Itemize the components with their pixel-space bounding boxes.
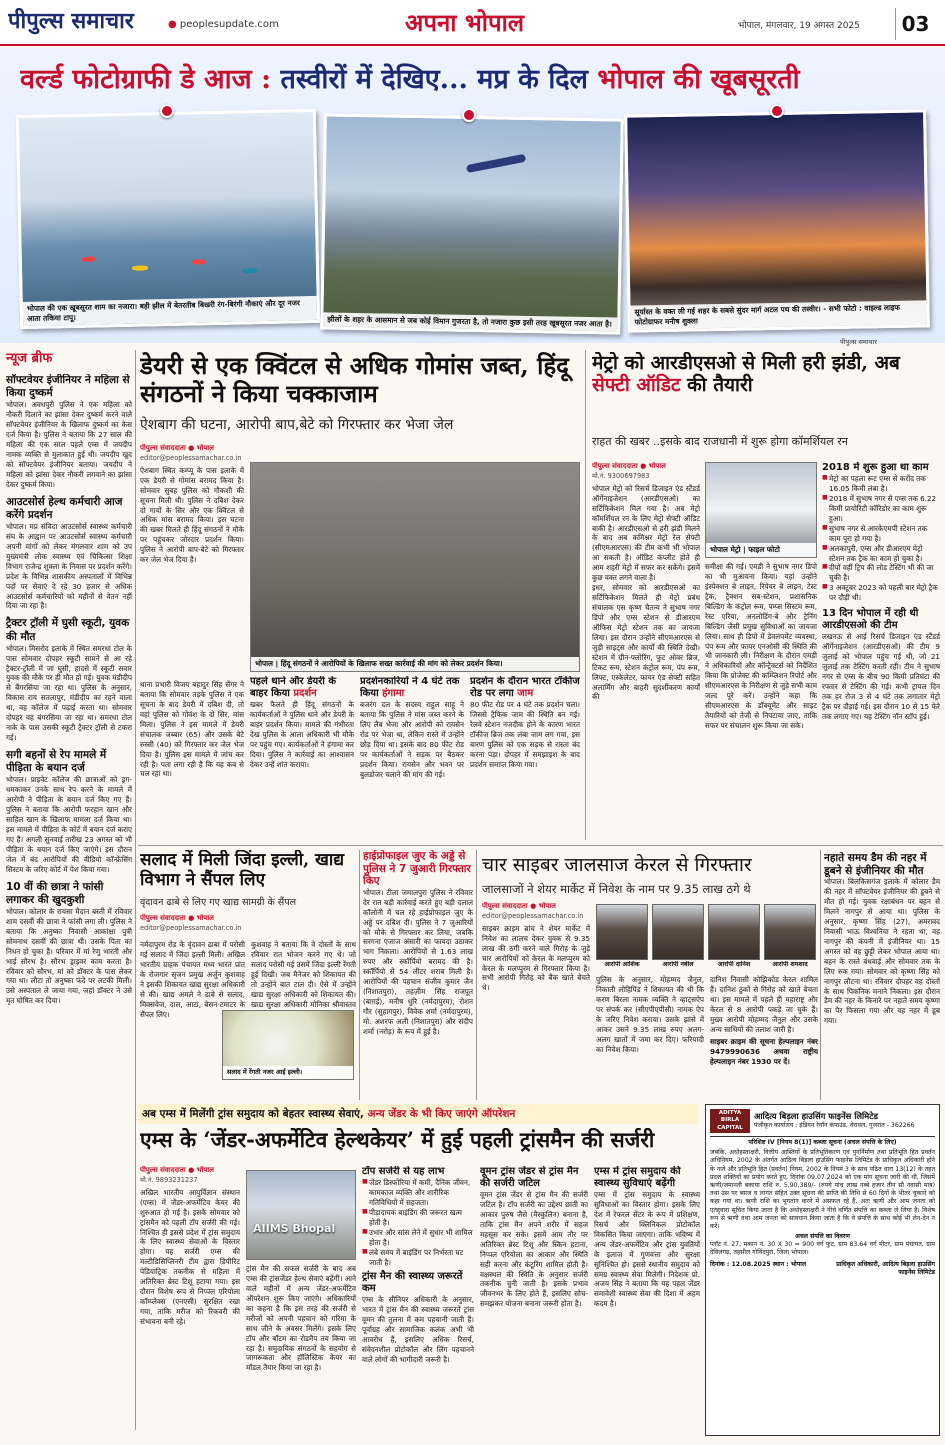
photo-airplane (320, 113, 624, 334)
site-url[interactable] (168, 18, 279, 32)
cyber-body2: पुलिस के अनुसार, मोहम्मद जैनुल, निकाती लोहिपिंड ने शिकायत की थी कि करण बिरला नामक व्यक्ति ने व्हाट्सऐप पर संपर्क कर (सीएपीएपीसी) नामक ऐप के जरिए निवेश कराया। उसके झांसे में आकर उसने 9.35 लाख रुपए अलग-अलग खातों में जमा कर दिए। फरियादी का निवेश किया। (596, 975, 704, 1054)
story1-subhead: ऐशबाग की घटना, आरोपी बाप,बेटे को गिरफ्तार कर भेजा जेल (140, 417, 454, 433)
aiims-body: अखिल भारतीय आयुर्विज्ञान संस्थान (एम्स) में जेंडर-अफर्मेटिव केयर की शुरुआत हो गई है। इसके सोमवार को ट्रांसमैन को पहली टॉप सर्जरी की गई। निश्चित ही इससे प्रदेश में ट्रांस समुदाय के लिए स्वास्थ्य सेवाओं के विस्तार होगा। यह सर्जरी एम्स की मल्टीडिसिप्लिनरी टीम द्वारा डिपीरिट पेडियाट्रिक तकनीक से महिला में अतिरिक्त ब्रेस्ट टिशू हटाया गया। इस दौरान विशेष रूप से निप्पल एरियोला कॉम्प्लेक्स (एनएसी) सुरक्षित रखा गया, ताकि मरीज को रिकवरी की संभावना बनी रहे। (140, 1187, 240, 1326)
metro-headline (592, 352, 937, 397)
brief-body-2: भोपाल। मप्र संविदा आउटसोर्स स्वास्थ्य कर्मचारी संघ के आह्वान पर आउटसोर्स स्वास्थ्य कर्मचारी अपनी मांगों को लेकर मंगलवार शाम को उप मुख्यमंत्री लोक स्वास्थ्य एवं चिकित्सा शिक्षा विभाग राजेन्द्र शुक्ला के निवास पर प्रदर्शन करेंगे। प्रदेश के विभिन्न शासकीय अस्पतालों में विभिन्न पदों पर सेवाएं दे रहे 30 हजार से अधिक आउटसोर्स कर्मचारियों को महीनों से वेतन नहीं दिया जा रहा है। (6, 521, 132, 611)
legal-notice-ad (705, 1104, 940, 1436)
aiims-byline: पीपुल्स संवाददाता ● भोपाल (140, 1166, 214, 1174)
metro-box2-head: 13 दिन भोपाल में रही थी आरडीएसओ की टीम (822, 608, 919, 632)
accused-name: आरोपी नबील (662, 961, 694, 968)
brief-body-4: भोपाल। प्राइवेट कॉलेज की छात्राओं को ड्रग-धमकाकर उनके साथ रेप करने के मामले में आरोपी ने पीड़िता के बयान दर्ज किए गए हैं। पुलिस ने बताया कि आरोपी फरहान खान और साहिल खान के खिलाफ मामला दर्ज किया था। इस मामले में पीड़िता के कोर्ट में बयान दर्ज कराए गए हैं। अगली सुनवाई तारीख 23 अगस्त को भी पीड़िता के बयान दर्ज किए जाएंगे। इस दौरान जेल में बंद आरोपियों की वीडियो कॉन्फ्रेंसिंग सिस्टम के जरिए कोर्ट में पेश किया गया। (6, 775, 132, 874)
metro-box-item: ■ 3 अक्टूबर 2023 को पहली बार मेट्रो ट्रैक पर दौड़ी थी। (822, 583, 940, 603)
dam-story (824, 852, 940, 1102)
accused-name: आरोपी शमशाद (772, 961, 808, 968)
aiims-c3-body: वूमन ट्रांस जेंडर से ट्रांस मैन की सर्जरी जटिल है। टॉप सर्जरी का उद्देश्य छाती का आकार पुरुष जैसे (मैस्कुलिन) बनाना है, ताकि ट्रांस मैन अपने शरीर में सहज महसूस कर सके। इसमें आम तौर पर अतिरिक्त ब्रेस्ट टिशू और स्किन हटाना, निप्पल एरियोला का आकार और स्थिति सही करना और कंटूरिंग शामिल होती है। वक्षस्थल की स्थिति के अनुसार सर्जरी तकनीक चुनी जाती है। इसके प्रभाव जीवनभर के लिए होते हैं, इसलिए सोच-समझकर योजना बनाना जरूरी होता है। (480, 1190, 588, 1309)
airplane-shape (466, 154, 526, 173)
brief-body-1: भोपाल। अवधपुरी पुलिस ने एक महिला को नौकरी दिलाने का झांसा देकर दुष्कर्म करने वाले सॉफ्टवेयर इंजीनियर के खिलाफ दुष्कर्म का केस दर्ज किया है। पुलिस ने बताया कि 27 साल की महिला की एक साल पहले एम्स में जयदीप नामक व्यक्ति से मुलाकात हुई थी। जयदीप खुद को सॉफ्टवेयर इंजीनियर बताया। जयदीप ने महिला को झांसा देकर नौकरी लगवाने का झांसा देकर दुष्कर्म किया। (6, 400, 132, 489)
story1-col-a-head-text: पहले थाने और डेयरी के बाहर किया (250, 676, 337, 699)
banner-title-c: भोपाल की खूबसूरती (597, 64, 800, 95)
column-divider (820, 850, 821, 1100)
newspaper-logo: पीपुल्स समाचार (8, 8, 134, 34)
column-divider (135, 350, 136, 1430)
metro-body3: समीक्षा की गई। एमडी ने सुभाष नगर डिपो का भी मुआयना किया। यहां उन्होंने इंस्पेक्शन बे लाइन, रिपेयर बे लाइन, टेस्ट ट्रैक, ट्रैक्शन सब-स्टेशन, प्रशासनिक बिल्डिंग के कंट्रोल रूम, पम्प्स सिस्टम रूम, रेस्ट एरिया, अनलोडिंग-बे और ट्रेनिंग बिल्डिंग जैसी प्रमुख सुविधाओं का जायजा लिया। साथ ही डिपो में डेवलपमेंट व्यवस्था, पंप रूम और फायर एनओसी की स्थिति की भी जानकारी ली। निरीक्षण के दौरान एमडी ने अधिकारियों और कॉन्ट्रैक्टर्स को निर्देशित किया कि प्रोजेक्ट की कम्प्लिशन रिपोर्ट और सीएमआरएस के निरीक्षण से जुड़े सभी काम जल्द पूरे करें। उन्होंने कहा कि सीएमआरएस के डॉक्यूमेंट और साइट तैयारियों को तेजी से निपटाया जाए, ताकि सफर पर संचालन शुरू किया जा सके। (705, 562, 817, 730)
salad-email: editor@peoplessamachar.co.in (140, 923, 242, 932)
cyber-col-3 (710, 975, 818, 1100)
accused-photo (596, 904, 648, 960)
aiims-phone: मो.नं. 9893231237 (140, 1175, 198, 1184)
story1-col-a-head (250, 676, 354, 700)
cyber-subhead: जालसाजों ने शेयर मार्केट में निवेश के नाम पर 9.35 लाख ठगे थे (482, 882, 751, 896)
aiims-col-4 (480, 1166, 588, 1436)
metro-side-box (822, 462, 940, 842)
aiims-top-item: ■ पीड़ादायक बाइंडिंग की जरूरत खत्म होती है। (362, 1208, 474, 1228)
salad-photo-caption: सलाद में रेंगती नजर आई इल्ली। (223, 1066, 353, 1079)
metro-headline-a: मेट्रो को आरडीएसओ से मिली हरी झंडी, अब (592, 352, 900, 374)
aiims-strap-a: अब एम्स में मिलेंगी ट्रांस समुदाय को बेहतर स्वास्थ्य सेवाएं, (142, 1108, 368, 1120)
story1-email: editor@peoplessamachar.co.in (140, 453, 242, 462)
aiims-c4-body: एम्स में ट्रांस समुदाय के स्वास्थ्य सुविधाओं का विस्तार होगा। इसके लिए देश में रेफरल सेंटर के रूप में प्रशिक्षण, रिसर्च और क्लिनिकल प्रोटोकॉल विकसित किया जाएगा। ताकि भविष्य में अन्य जेंडर-अफर्मेटिव और ट्रांस युवतियों के इलाज में गुणवत्ता और सुरक्षा सुनिश्चित हो। इससे स्थानीय समुदाय को समग्र स्वास्थ्य सेवा मिलेगी। निदेशक प्रो. अजय सिंह ने बताया कि यह पहल जेंडर समावेशी स्वास्थ्य सेवा की दिशा में अहम कदम है। (594, 1190, 700, 1309)
boat-shape (192, 259, 206, 264)
salad-body: नर्मदापुरम रोड के वृंदावन ढाबा में परोसी गई सलाद में जिंदा इल्ली मिली। अखिल भारतीय ग्राहक पंचायत मध्य भारत प्रांत के रोजगार सृजन प्रमुख अर्जुन कुशवाह ने इसकी शिकायत खाद्य सुरक्षा अधिकारी से की। खाद्य अमले ने ढाबे से सलाद, मिक्सवेज, दाल, आटा, बेसन-टमाटर के सैंपल लिए। (140, 940, 245, 1019)
ad-brand-logo: ADITYA BIRLA CAPITAL (710, 1109, 750, 1133)
boat-shape (82, 257, 96, 262)
cyber-body4: दानिश निवासी कोझिकोड केरल शामिल हैं। दानिश ठुकों से गिरोह को खाते बेचता था। इस मामले में पहले ही महाराष्ट्र और केरल से 8 आरोपी पकड़े जा चुके हैं। मुख्य आरोपी मोहम्मद जैनुल और उसके अन्य साथियों की तलाश जारी है। (710, 975, 818, 1034)
metro-headline-c: की तैयारी (680, 374, 753, 397)
metro-box2-body: लखनऊ से आई रिसर्च डिजाइन एंड स्टैंडर्ड ऑर्गेनाइजेशन (आरडीएसओ) की टीम 9 जुलाई को भोपाल पहुंच गई थी, जो 21 जुलाई तक टेस्टिंग करती रही। टीम ने सुभाष नगर से एम्स के बीच 90 किमी प्रतिघंटा की रफ्तार से टेस्टिंग की गई। कभी ट्रायल दिन तक हर रोज 3 से 4 घंटे तक लगातार मेट्रो ट्रैक पर दौड़ाई गई। इस दौरान 10 से 15 फेरे तक लगाए गए। यह टेस्टिंग नॉन स्टॉप हुई। (822, 632, 940, 721)
page-number: 03 (895, 8, 935, 40)
cyber-body: साइबर क्राइम ब्रांच ने शेयर मार्केट में निवेश का लालच देकर युवक से 9.35 लाख की ठगी करने वाले गिरोह के जुड़े चार आरोपियों को केरल के मलप्पुरम को केरल के मलप्पुरम से गिरफ्तार किया है। सभी आरोपी गिरोह को बैंक खाते बेचते थे। (482, 923, 590, 993)
column-divider (476, 850, 477, 1100)
story1-body: ऐशबाग स्थित कम्प्यू के पास इलाके में एक डेयरी से गोमांस बरामद किया है। सोमवार सुबह पुलिस को गौकशी की सूचना मिली थी। पुलिस ने दबिश देकर दो गायों के सिर और एक क्विंटल से अधिक मांस बरामद किया। इस घटना की खबर मिलते ही हिंदू संगठनों ने मौके पर पहुंचकर जोरदार प्रदर्शन किया। पुलिस ने आरोपी बाप-बेटे को गिरफ्तार कर जेल भेज दिया है। (140, 465, 244, 565)
photo-caption-3: सूर्यास्त के वक्त ली गई शहर के सबसे सुंदर मार्ग अटल पथ की तस्वीर। - सभी फोटो : वाइल्ड लाइफ फोटोग्राफर मनीष शुक्ला (630, 300, 926, 329)
pin-icon (160, 104, 174, 118)
boat-shape (132, 265, 148, 270)
story1-col-b-head-accent: हंगामा (382, 688, 405, 699)
site-url-text: peoplesupdate.com (179, 19, 279, 30)
story1-col-a (250, 676, 354, 841)
salad-photo (222, 1010, 354, 1080)
metro-headline-b: सेफ्टी ऑडिट (592, 374, 681, 397)
metro-box-item: ■ दीपों वहीं ट्रिप की लोड टेस्टिंग भी की जा चुकी है। (822, 563, 940, 583)
aiims-c4-head: एम्स में ट्रांस समुदाय की स्वास्थ्य सुविधाएं बढ़ेंगी (594, 1166, 681, 1189)
ad-title: आदित्य बिड़ला हाउसिंग फाइनेंस लिमिटेड (754, 1111, 878, 1122)
story1-col-b-body: बजरंग दल के सदस्य राहुल साहू ने बताया कि पुलिस ने मांस जब्त करने के लिए लैब भेजा और आरोपी को रायसेन रोड पर भेजा था, लेकिन रास्ते में उन्होंने छोड़ दिया था। इसके बाद 80 फीट रोड पर कार्यकर्ताओं ने सड़क पर बैठकर प्रदर्शन किया। रायसेन और भवन पर बुलडोजर चलाने की मांग की गई। (360, 700, 464, 779)
aiims-col-5 (594, 1166, 700, 1436)
ad-schedule-head: अचल संपत्ति का विवरण (795, 1233, 850, 1241)
ad-notice-type: परिशिष्ट IV [नियम 8(1)] कब्जा सूचना (अचल संपत्ति के लिए) (748, 1139, 897, 1146)
boat-shape (242, 268, 257, 273)
metro-subhead: राहत की खबर ..इसके बाद राजधानी में शुरू होगा कॉमर्शियल रन (592, 435, 848, 448)
gambling-body: भोपाल। टीला जमालपुरा पुलिस ने रविवार देर रात बड़ी कार्रवाई करते हुए बड़ी दलाल कॉलोनी में चल रहे हाईप्रोफाइल जुए के अड्डे पर दबिश दी। पुलिस ने 7 जुआरियों को मौके से गिरफ्तार कर लिया, जबकि सरगना एजाज अंसारी का फायदा उठाकर भाग निकला। आरोपियों से 1.63 लाख रुपए और स्कॉर्पियो बरामद की है। स्कॉर्पियो से 54 लीटर शराब मिली है। आरोपियों की पहचान संजीव कुमार जैन (निशातपुरा), तहज़ीम सिंह राजपूत (बाग़ई), मनीष धुरि (नर्मदापुरम), रोशन गौर (सुहागपुर), विवेक शर्मा (नर्मदापुरम), मो. अशरफ अली (निशातपुरा) और संदीप शर्मा (नरोड़) के रूप में हुई है। (363, 887, 473, 1036)
story1-col-b-head-text: प्रदर्शनकारियों ने 4 घंटे तक किया (360, 676, 460, 699)
aiims-photo-text: AIIMS Bhopal (253, 1222, 336, 1235)
news-brief-label: न्यूज ब्रीफ (6, 351, 53, 366)
photo-atal-path (624, 109, 930, 332)
aiims-photo (246, 1170, 356, 1260)
photo-lake-boats (16, 109, 320, 329)
story1-byline: पीपुल्स संवाददाता ● भोपाल (140, 444, 214, 452)
story1-col-c-head-accent: जाम (517, 688, 534, 699)
brief-body-5: भोपाल। कोलार के रायसा मैदान बस्ती में रविवार शाम दसवीं की छात्रा ने फांसी लगा ली। पुलिस ने बताया कि अनुष्का निवासी आकांक्षा पुत्री सोमनाथ दसवीं की छात्रा थी। उसके पिता का निधन हो चुका है। परिवार में मां रेणु भारती और भाई सौरभ है। सौरभ ड्राइवर काम करता है। रविवार को सौरभ, मां को डॉक्टर के पास लेकर गया था। लौटा तो अनुष्का फंदे पर लटकी मिली। उसे अस्पताल ले जाया गया, जहां डॉक्टर ने उसे मृत घोषित कर दिया। (6, 906, 132, 1006)
cyber-byline: पीपुल्स संवाददाता ● भोपाल (482, 902, 556, 910)
accused-name: आरोपी दानिश (717, 961, 751, 968)
salad-subhead: वृंदावन ढाबे से लिए गए खाद्य सामग्री के सैंपल (140, 897, 297, 908)
metro-byline: पीपुल्स संवाददाता ● भोपाल (592, 462, 666, 470)
aiims-col-1 (140, 1166, 240, 1436)
salad-byline: पीपुल्स संवाददाता ● भोपाल (140, 914, 214, 922)
metro-photo (705, 462, 817, 558)
story1-col-c-head-text: प्रदर्शन के दौरान भारत टॉकीज रोड पर लगा (470, 676, 580, 699)
ad-address: पंजीकृत कार्यालय : इंडियन रेयॉन कंपाउंड, वेरावल, गुजरात - 362266 (754, 1122, 915, 1130)
ad-place-date: दिनांक : 12.08.2025 स्थान : भोपाल (710, 1260, 807, 1268)
metro-phone: मो.नं. 9300697983 (592, 471, 650, 480)
accused-photo (652, 904, 704, 960)
dam-body: भोपाल। बिलकिसगंज इलाके में कोलार डैम की नहर में सॉफ्टवेयर इंजीनियर की डूबने से मौत हो गई। युवक रक्षाबंधन पर बहन से मिलने नागपुर से आया था। पुलिस के अनुसार, कृष्णा सिंह (27), अमरावद निवासी भाऊ विश्वनिया ने रहता था, वह नागपुर की कंपनी में इंजीनियर था। 15 अगस्त को वह छुट्टी लेकर भोपाल आया था। बहन के रास्ते बंधवाई और सोमवार तक के लिए रुक गया। सोमवार को कृष्णा सिंह को नागपुर लौटना था। रविवार दोपहर वह दोस्तों के साथ पिकनिक मनाने निकला। इस दौरान डैम की नहर के किनारे पर नहाते समय कृष्णा का पैर फिसला गया और वह नहर में डूब गया। (824, 877, 940, 1026)
globe-icon: ● (168, 19, 180, 30)
dam-headline: नहाते समय डैम की नहर में डूबने से इंजीनियर की मौत (824, 852, 927, 877)
story1-text-col (140, 444, 244, 565)
aiims-mid-body: एम्स के सीनियर अधिकारी के अनुसार, भारत में ट्रांस मैन की स्वास्थ्य जरूरतें ट्रांस वूमन की तुलना में कम पहचानी जाती हैं। पूर्वाग्रह और सामाजिक कलंक अभी भी आवरोध हैं, इसलिए अधिक रिसर्च, संवेदनशील प्रोटोकॉल और लिंग पहचानने वाले लोगों की भागीदारी जरूरी है। (362, 1295, 474, 1365)
brief-column (6, 374, 132, 1429)
accused-photo (764, 904, 816, 960)
dateline: भोपाल, मंगलवार, 19 अगस्त 2025 (738, 21, 860, 31)
salad-headline: सलाद में मिली जिंदा इल्ली, खाद्य विभाग ने सैंपल लिए (140, 850, 345, 891)
cyber-helpline: साइबर क्राइम की सूचना हेल्पलाइन नंबर 9479990636 अथवा राष्ट्रीय हेल्पलाइन नंबर 1930 पर दें। (710, 1036, 818, 1066)
metro-photo-caption: भोपाल मेट्रो | फाइल फोटो (706, 543, 816, 557)
accused-name: आरोपी आशिक (604, 961, 640, 968)
story1-col-c-body: 80 फीट रोड पर 4 घंटे तक प्रदर्शन चला। जिससे ट्रैफिक जाम की स्थिति बन गई। रेलवे स्टेशन नजदीक होने के कारण भारत टॉकीज ब्रिज तक लंबा जाम लग गया, इस बारण पुलिस को एक सड़क से रास्ता बंद करना पड़ा। दोपहर में समझाइश के बाद प्रदर्शन समाप्त किया गया। (470, 700, 580, 769)
section-title: अपना भोपाल (405, 9, 525, 37)
aiims-col-3 (362, 1166, 474, 1436)
cyber-email: editor@peoplessamachar.co.in (482, 911, 584, 920)
story1-col-c (470, 676, 580, 841)
brief-head-1: सॉफ्टवेयर इंजीनियर ने महिला से किया दुष्कर्म (6, 374, 130, 400)
cyber-headline: चार साइबर जालसाज केरल से गिरफ्तार (482, 854, 752, 876)
story1-col-b-head (360, 676, 464, 700)
banner-title-b: तस्वीरों में देखिए... मप्र के दिल (271, 64, 598, 95)
aiims-strap (138, 1104, 698, 1124)
banner-title (20, 60, 930, 100)
story1-photo (250, 462, 580, 672)
metro-box-item: ■ अलकापुरी, एम्स और डीआरएम मेट्रो स्टेशन तक ट्रैक का काम हो चुका है। (822, 544, 940, 564)
metro-box-item: ■ मेट्रो का पहला रूट एम्स से करोंद तक 16.05 किमी लंबा है। (822, 474, 940, 494)
aiims-top-head: टॉप सर्जरी से यह लाभ (362, 1166, 445, 1177)
story1-text-col2 (140, 680, 244, 840)
gambling-headline: हाईप्रोफाइल जुए के अड्डे से पुलिस ने 7 जुआरी गिरफ्तार किए (363, 850, 471, 888)
photo-caption-2: झीलों के शहर के आसमान से जब कोई विमान गुजरता है, तो नजारा कुछ इसी तरह खूबसूरत नजर आता है। (323, 312, 617, 331)
column-divider (585, 350, 586, 840)
aiims-col-2 (246, 1264, 356, 1436)
brief-head-3: ट्रैक्टर ट्रॉली में घुसी स्कूटी, युवक की मौत (6, 617, 130, 643)
photo-credit: पीपुल्स समाचार (840, 338, 877, 346)
metro-box-head: 2018 में शुरू हुआ था काम (822, 462, 929, 473)
salad-byline-block (140, 914, 356, 933)
pin-icon (462, 108, 476, 122)
story1-col-a-head-accent: प्रदर्शन (293, 688, 317, 699)
aiims-body2: ट्रांस मैन की सफल सर्जरी के बाद अब एम्स की ट्रांसजेंडर हेल्थ सेवाएं बढ़ेंगी। आने वाले महीनों में अन्य जेंडर-अफर्मेटिव ऑपरेशन शुरू किए जाएंगे। अधिकारियों का कहना है कि इस तरह की सर्जरी से मरीजों को अपनी पहचान को गरिमा के साथ जीने के अवसर मिलेंगे। इसके लिए टॉप और बॉटम का रोडमैप तय किया जा रहा है। समुदायिक संगठनों के सहयोग से जागरूकता और हॉलिस्टिक केयर का मॉडल तैयार किया जा रहा है। (246, 1264, 356, 1373)
story1-col-a-body: खबर फैलते ही हिंदू संगठनों के कार्यकर्ताओं ने पुलिस थाने और डेयरी के बाहर प्रदर्शन किया। मामले की गंभीरता देख पुलिस के आला अधिकारी भी मौके पर पहुंच गए। कार्यकर्ताओं ने हंगामा कर दिया। पुलिस ने कार्रवाई का आश्वासन देकर उन्हें शांत कराया। (250, 700, 354, 769)
metro-body: भोपाल मेट्रो को रिसर्च डिजाइन एंड स्टैंडर्ड ऑर्गेनाइजेशन (आरडीएसओ) का सर्टिफिकेशन मिल गया है। अब मेट्रो कॉमर्शियल रन के लिए मेट्रो सेफ्टी ऑडिट बाकी है। आरडीएसओ से हरी झंडी मिलने के बाद अब कमिश्नर मेट्रो रेल सेफ्टी (सीएमआरएस) की टीम कभी भी भोपाल आ सकती है। ऑडिट कंप्लीट होते ही आम शहरी मेट्रो में सफर कर सकेंगे। इसमें कुछ वक्त लगने वाला है। (592, 483, 700, 583)
row-divider (138, 845, 943, 846)
aiims-c3-head: वूमन ट्रांस जेंडर से ट्रांस मैन की सर्जरी जटिल (480, 1166, 579, 1189)
pin-icon (770, 104, 784, 118)
story1-headline: डेयरी से एक क्विंटल से अधिक गोमांस जब्त, हिंदू संगठनों ने किया चक्काजाम (140, 352, 569, 409)
brief-head-5: 10 वीं की छात्रा ने फांसी लगाकर की खुदकुशी (6, 880, 104, 906)
cyber-faces (596, 904, 818, 972)
metro-body2: इधर, सोमवार को आरडीएसओ का सर्टिफिकेशन मिलते ही मेट्रो प्रबंध संचालक एस कृष्ण चैतन्य ने सुभाष नगर डिपो और एम्स स्टेशन से डीआरएम ऑफिस मेट्रो स्टेशन तक का जायजा लिया। इस दौरान उन्होंने सीएमआरएस से जुड़ी साइट्स और कार्यों की स्थिति देखी। स्टेशन में ग्रीन-फ्लोरिंग, फुट ओवर ब्रिज, टिकट रूम, स्टेशन कंट्रोल रूम, पंप रूम, लिफ्ट, एस्केलेटर, फायर एंड सेफ्टी सहित अलार्मिंग और बाहरी सुदर्शीकरण कार्यों की (592, 583, 700, 702)
aiims-mid-head: ट्रांस मैन की स्वास्थ्य जरूरतें कम (362, 1271, 463, 1295)
salad-body2: कुशवाह ने बताया कि वे दोस्तों के साथ रविवार रात भोजन करने गए थे। जो सलाद परोसी गई उसमें जिंदा इल्ली रेंगती हुई दिखी। जब मैनेजर को शिकायत की तो उन्होंने बात टाल दी। ऐसे में उन्होंने खाद्य सुरक्षा अधिकारी को शिकायत की। खाद्य सुरक्षा अधिकारी मोनिका श्रीवास्तव (251, 940, 356, 1009)
column-divider (359, 850, 360, 1100)
story1-photo-caption: भोपाल | हिंदू संगठनों ने आरोपियों के खिलाफ सख्त कार्रवाई की मांग को लेकर प्रदर्शन किया। (251, 657, 579, 671)
aiims-strap-b: अन्य जेंडर के भी किए जाएंगे ऑपरेशन (367, 1108, 516, 1120)
accused-photo (708, 904, 760, 960)
metro-col-1 (592, 462, 700, 842)
metro-box-item: ■ सुभाष नगर से आरकेएमपी स्टेशन तक काम पूरा हो गया है। (822, 524, 940, 544)
brief-head-4: सगी बहनों से रेप मामले में पीड़िता के बयान दर्ज (6, 749, 107, 775)
gambling-story (363, 850, 473, 1100)
metro-col-2 (705, 562, 817, 842)
aiims-top-item: ■ उभार और सांस लेने में सुधार भी शामिल होता है। (362, 1228, 474, 1248)
ad-body: जबकि, अधोहस्ताक्षरी, वित्तीय आस्तियों के प्रतिभूतिकरण एवं पुनर्निर्माण तथा प्रतिभूति हित प्रवर्तन अधिनियम, 2002 के अंतर्गत आदित्य बिड़ला हाउसिंग फाइनेंस लिमिटेड के प्राधिकृत अधिकारी होने के नाते और प्रतिभूति हित (प्रवर्तन) नियम, 2002 के नियम 3 के साथ पठित धारा 13(12) के तहत प्रदत्त शक्तियों का प्रयोग करते हुए, दिनांक 09.07.2024 को एक मांग सूचना जारी की थी, जिसमें ऋणी/जमानती बकाया राशि रु. 5,90,389/- (रुपये पांच लाख नब्बे हजार तीन सौ नवासी मात्र) तथा उस पर ब्याज व लागत सहित उक्त सूचना की प्राप्ति की तिथि से 60 दिनों के भीतर चुकाने को कहा गया था। ऋणी राशि का भुगतान करने में असफल रहे हैं, अतः ऋणी और आम जनता को एतद्द्वारा सूचित किया जाता है कि अधोहस्ताक्षरी ने नीचे वर्णित संपत्ति का कब्जा ले लिया है। विशेष रूप से ऋणी तथा आम जनता को सावधान किया जाता है कि वे संपत्ति के साथ कोई भी लेन-देन न करें। (710, 1149, 935, 1230)
ad-signatory: प्राधिकृत अधिकारी, आदित्य बिड़ला हाउसिंग फाइनेंस लिमिटेड (836, 1260, 935, 1276)
story1-col-c-head (470, 676, 580, 700)
metro-box-item: ■ 2018 में सुभाष नगर से एम्स तक 6.22 किमी प्रायोरिटी कॉरिडोर का काम शुरू हुआ। (822, 494, 940, 524)
brief-body-3: भोपाल। मिसरोद इलाके में स्थित समरधा टोल के पास सोमवार दोपहर स्कूटी सामने से आ रहे ट्रैक्टर-ट्रॉली में जा घुसी, हादसे में स्कूटी सवार युवक की मौके पर ही मौत हो गई। युवक मंडीदीप से बैंगरसिया जा रहा था। पुलिस के अनुसार, विकास राय सतलापुर, मंडीदीप का रहने वाला था, वह कॉलेज में पढ़ाई करता था। सोमवार दोपहर वह बंगरसिया जा रहा था। समरधा टोल नाके के पास उसकी स्कूटी ट्रैक्टर ट्रॉली से टकरा गई। (6, 643, 132, 743)
aiims-headline: एम्स के ‘जेंडर-अफर्मेटिव हेल्थकेयर’ में हुई पहली ट्रांसमैन की सर्जरी (140, 1128, 655, 1152)
aiims-top-item: ■ लंबे समय में बाइंडिंग पर निर्भरता घट जाती है। (362, 1248, 474, 1268)
ad-schedule: प्लॉट नं. 27, मकान नं. 30 X 30 = 900 वर्ग फुट, ग्राम 83.64 वर्ग मीटर, ग्राम पंचायत, ग्राम देविलगढ़, तहसील गोविंदपुरा, जिला भोपाल। (710, 1241, 935, 1257)
photo-caption-1: भोपाल की एक खूबसूरत शाम का नजारा। बड़ी झील में बेतरतीब बिखरी रंग-बिरंगी नौकाएं और दूर नजर आता तकिया टापू। (23, 296, 317, 326)
cyber-col-1 (482, 902, 590, 1100)
banner-title-a: वर्ल्ड फोटोग्राफी डे आज : (20, 64, 272, 95)
brief-head-2: आउटसोर्स हेल्थ कर्मचारी आज करेंगे प्रदर्शन (6, 495, 123, 521)
aiims-top-item: ■ जेंडर डिस्फोरिया में कमी, दैनिक जीवन, कामकाज व्यक्ति और शारीरिक गतिविधियों में सहजता। (362, 1178, 474, 1208)
story1-body2: थाना प्रभारी विजय बहादुर सिंह सेंगर ने बताया कि सोमवार तड़के पुलिस ने एक सूचना के बाद डेयरी में दबिश दी, तो वहां पुलिस को गोवंश के दो सिर, मांस मिला। पुलिस ने इस मामले में डेयरी संचालक जब्बार (65) और उसके बेटे रुस्सी (40) को गिरफ्तार कर जेल भेज दिया है। पुलिस इस मामले में जांच कर रही है। पता लगा रही है कि यह कब से चल रहा था। (140, 680, 244, 779)
story1-col-b (360, 676, 464, 841)
cyber-col-2 (596, 975, 704, 1100)
